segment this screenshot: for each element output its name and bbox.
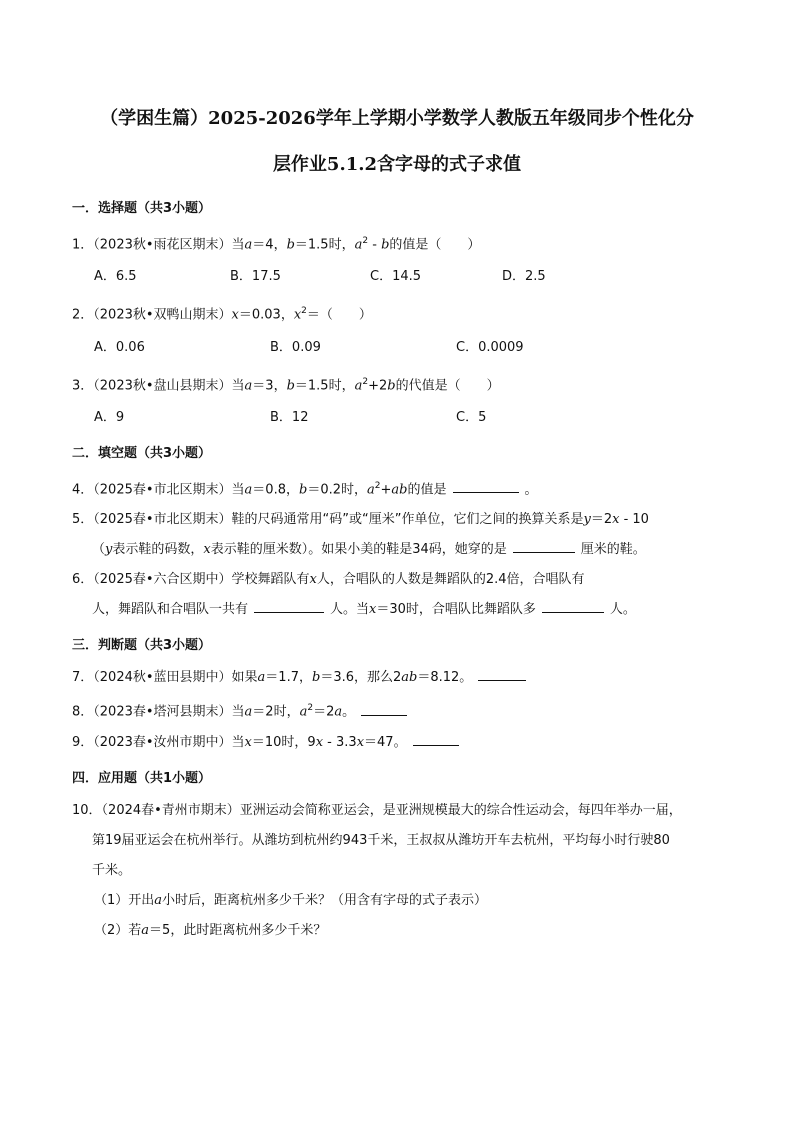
var-x: x [309, 572, 317, 588]
q1-b-eq: ＝1.5时， [294, 237, 355, 253]
q8-a-eq: ＝2时， [252, 704, 300, 720]
var-a: a [244, 704, 253, 720]
question-10 [72, 796, 722, 886]
var-x: x [315, 734, 324, 750]
var-x: x [244, 734, 252, 750]
q1-minus: - [368, 237, 382, 253]
var-a: a [141, 922, 150, 938]
var-y: y [583, 512, 591, 528]
q6-line2-c: ＝30时，合唱队比舞蹈队多 [376, 602, 536, 618]
var-x: x [293, 307, 302, 323]
var-a: a [244, 482, 253, 498]
question-8 [72, 693, 722, 727]
q1-prefix: 1．（2023秋•雨花区期末）当 [72, 237, 245, 253]
q10-line3: 千米。 [92, 862, 132, 878]
var-b: b [399, 482, 408, 498]
q5-line1: 5．（2025春•市北区期末）鞋的尺码通常用“码”或“厘米”作单位，它们之间的换算关系是 [72, 512, 584, 528]
var-b: b [298, 482, 308, 498]
q4-b-eq: ＝0.2时， [307, 482, 367, 498]
q10-sub1-b: 小时后，距离杭州多少千米？（用含有字母的式子表示） [162, 892, 488, 908]
q4-prefix: 4．（2025春•市北区期末）当 [72, 482, 245, 498]
exponent-2: 2 [374, 480, 381, 491]
var-x: x [203, 542, 211, 558]
q2-options [72, 333, 722, 363]
question-5 [72, 505, 722, 565]
q6-line1-b: 人，合唱队的人数是舞蹈队的2.4倍，合唱队有 [316, 572, 585, 588]
q3-option-b[interactable]: B．12 [270, 409, 309, 425]
section-application: 四．应用题（共1小题） [72, 770, 212, 786]
q9-answer-blank[interactable] [413, 729, 459, 746]
exponent-2: 2 [362, 376, 369, 387]
q7-prefix: 7．（2024秋•蓝田县期中）如果 [72, 670, 258, 686]
q3-b-eq: ＝1.5时， [294, 377, 355, 393]
q6-line1-a: 6．（2025春•六合区期中）学校舞蹈队有 [72, 572, 310, 588]
section-fill-blank: 二．填空题（共3小题） [72, 445, 212, 461]
question-7 [72, 663, 722, 693]
var-b: b [387, 377, 396, 393]
q4-answer-blank[interactable] [453, 476, 519, 493]
q4-a-eq: ＝0.8， [252, 482, 299, 498]
q10-subquestion-2 [72, 916, 722, 946]
var-a: a [354, 237, 363, 253]
q7-answer-blank[interactable] [478, 664, 526, 681]
q6-line2-b: 人。当 [330, 602, 370, 618]
var-a: a [334, 704, 343, 720]
q2-prefix: 2．（2023秋•双鸭山期末） [72, 307, 232, 323]
exponent-2: 2 [362, 236, 369, 246]
var-b: b [381, 237, 390, 253]
exponent-2: 2 [301, 306, 307, 317]
var-x: x [369, 602, 377, 618]
q10-sub2-a: （2）若 [94, 922, 142, 938]
exponent-2: 2 [307, 703, 314, 714]
var-x: x [356, 734, 365, 750]
q9-minus: - 3.3 [323, 734, 357, 750]
q6-answer-blank-1[interactable] [254, 596, 324, 613]
q8-eq2: ＝2 [313, 704, 335, 720]
q9-x-eq: ＝10时，9 [251, 734, 316, 750]
var-b: b [409, 670, 418, 686]
q5-suffix: 厘米的鞋。 [580, 542, 646, 558]
q5-paren: （ [92, 542, 106, 558]
title-line-1: （学困生篇）2025-2026学年上学期小学数学人教版五年级同步个性化分 [100, 108, 694, 129]
question-1 [72, 226, 722, 260]
q5-minus: - 10 [619, 512, 649, 528]
title-line-2: 层作业5.1.2含字母的式子求值 [272, 154, 522, 175]
q6-answer-blank-2[interactable] [542, 596, 604, 613]
var-a: a [154, 892, 163, 908]
q2-option-c[interactable]: C．0.0009 [456, 339, 524, 355]
question-4 [72, 471, 722, 505]
q1-option-a[interactable]: A．6.5 [94, 269, 137, 285]
q1-suffix: 的值是（ ） [389, 237, 481, 253]
q3-suffix: 的代值是（ ） [395, 377, 500, 393]
q7-suffix: ＝8.12。 [417, 670, 473, 686]
var-a: a [244, 237, 253, 253]
q1-option-c[interactable]: C．14.5 [370, 269, 422, 285]
q5-eq: ＝2 [590, 512, 613, 528]
var-a: a [354, 377, 363, 393]
q3-option-c[interactable]: C．5 [456, 409, 487, 425]
q10-line2: 第19届亚运会在杭州举行。从潍坊到杭州约943千米，王叔叔从潍坊开车去杭州，平均每小时行驶80 [92, 832, 670, 848]
q3-plus2: +2 [368, 377, 388, 393]
var-y: y [105, 542, 113, 558]
question-2 [72, 296, 722, 330]
q6-line2-d: 人。 [609, 602, 636, 618]
q3-options [72, 403, 722, 433]
q6-line2 [72, 595, 722, 625]
q3-a-eq: ＝3， [252, 377, 287, 393]
q2-x-eq: ＝0.03， [238, 307, 294, 323]
q4-suffix: 的值是 [407, 482, 447, 498]
q4-plus: + [380, 482, 392, 498]
q2-option-b[interactable]: B．0.09 [270, 339, 321, 355]
section-choice: 一．选择题（共3小题） [72, 201, 212, 216]
q1-option-d[interactable]: D．2.5 [502, 269, 546, 285]
var-b: b [286, 237, 295, 253]
question-3 [72, 367, 722, 401]
question-6 [72, 565, 722, 625]
var-a: a [401, 670, 410, 686]
var-a: a [299, 704, 308, 720]
q2-suffix: ＝（ ） [306, 307, 372, 323]
q10-line1: 10．（2024春•青州市期末）亚洲运动会简称亚运会，是亚洲规模最大的综合性运动会，每四年举办一届， [72, 802, 682, 818]
q3-option-a[interactable]: A．9 [94, 409, 125, 425]
q5-y-desc: 表示鞋的码数， [112, 542, 204, 558]
var-b: b [286, 377, 295, 393]
q2-option-a[interactable]: A．0.06 [94, 339, 145, 355]
var-a: a [391, 482, 400, 498]
q9-prefix: 9．（2023春•汝州市期中）当 [72, 734, 245, 750]
q10-subquestion-1 [72, 886, 722, 916]
var-b: b [311, 670, 321, 686]
var-x: x [231, 307, 239, 323]
var-a: a [244, 377, 253, 393]
question-9 [72, 728, 722, 758]
q1-options [72, 262, 722, 292]
q8-answer-blank[interactable] [361, 699, 407, 716]
var-a: a [367, 482, 375, 498]
q8-suffix: 。 [342, 704, 356, 720]
page-title [72, 96, 722, 188]
q9-suffix: ＝47。 [364, 734, 407, 750]
q8-prefix: 8．（2023春•塔河县期末）当 [72, 704, 245, 720]
q10-sub2-b: ＝5，此时距离杭州多少千米？ [149, 922, 327, 938]
section-judgment: 三．判断题（共3小题） [72, 638, 212, 654]
q10-sub1-a: （1）开出 [94, 892, 155, 908]
var-x: x [612, 512, 620, 528]
q4-period: 。 [524, 482, 538, 498]
q7-a-eq: ＝1.7， [265, 670, 312, 686]
q1-a-eq: ＝4， [252, 237, 287, 253]
q5-x-desc: 表示鞋的厘米数）。如果小美的鞋是34码，她穿的是 [210, 542, 507, 558]
q6-line2-a: 人，舞蹈队和合唱队一共有 [92, 602, 249, 618]
q3-prefix: 3．（2023秋•盘山县期末）当 [72, 377, 245, 393]
var-a: a [257, 670, 266, 686]
q1-option-b[interactable]: B．17.5 [230, 269, 281, 285]
q5-line2 [72, 535, 722, 565]
q7-b-eq: ＝3.6，那么2 [320, 670, 402, 686]
q5-answer-blank[interactable] [513, 536, 575, 553]
